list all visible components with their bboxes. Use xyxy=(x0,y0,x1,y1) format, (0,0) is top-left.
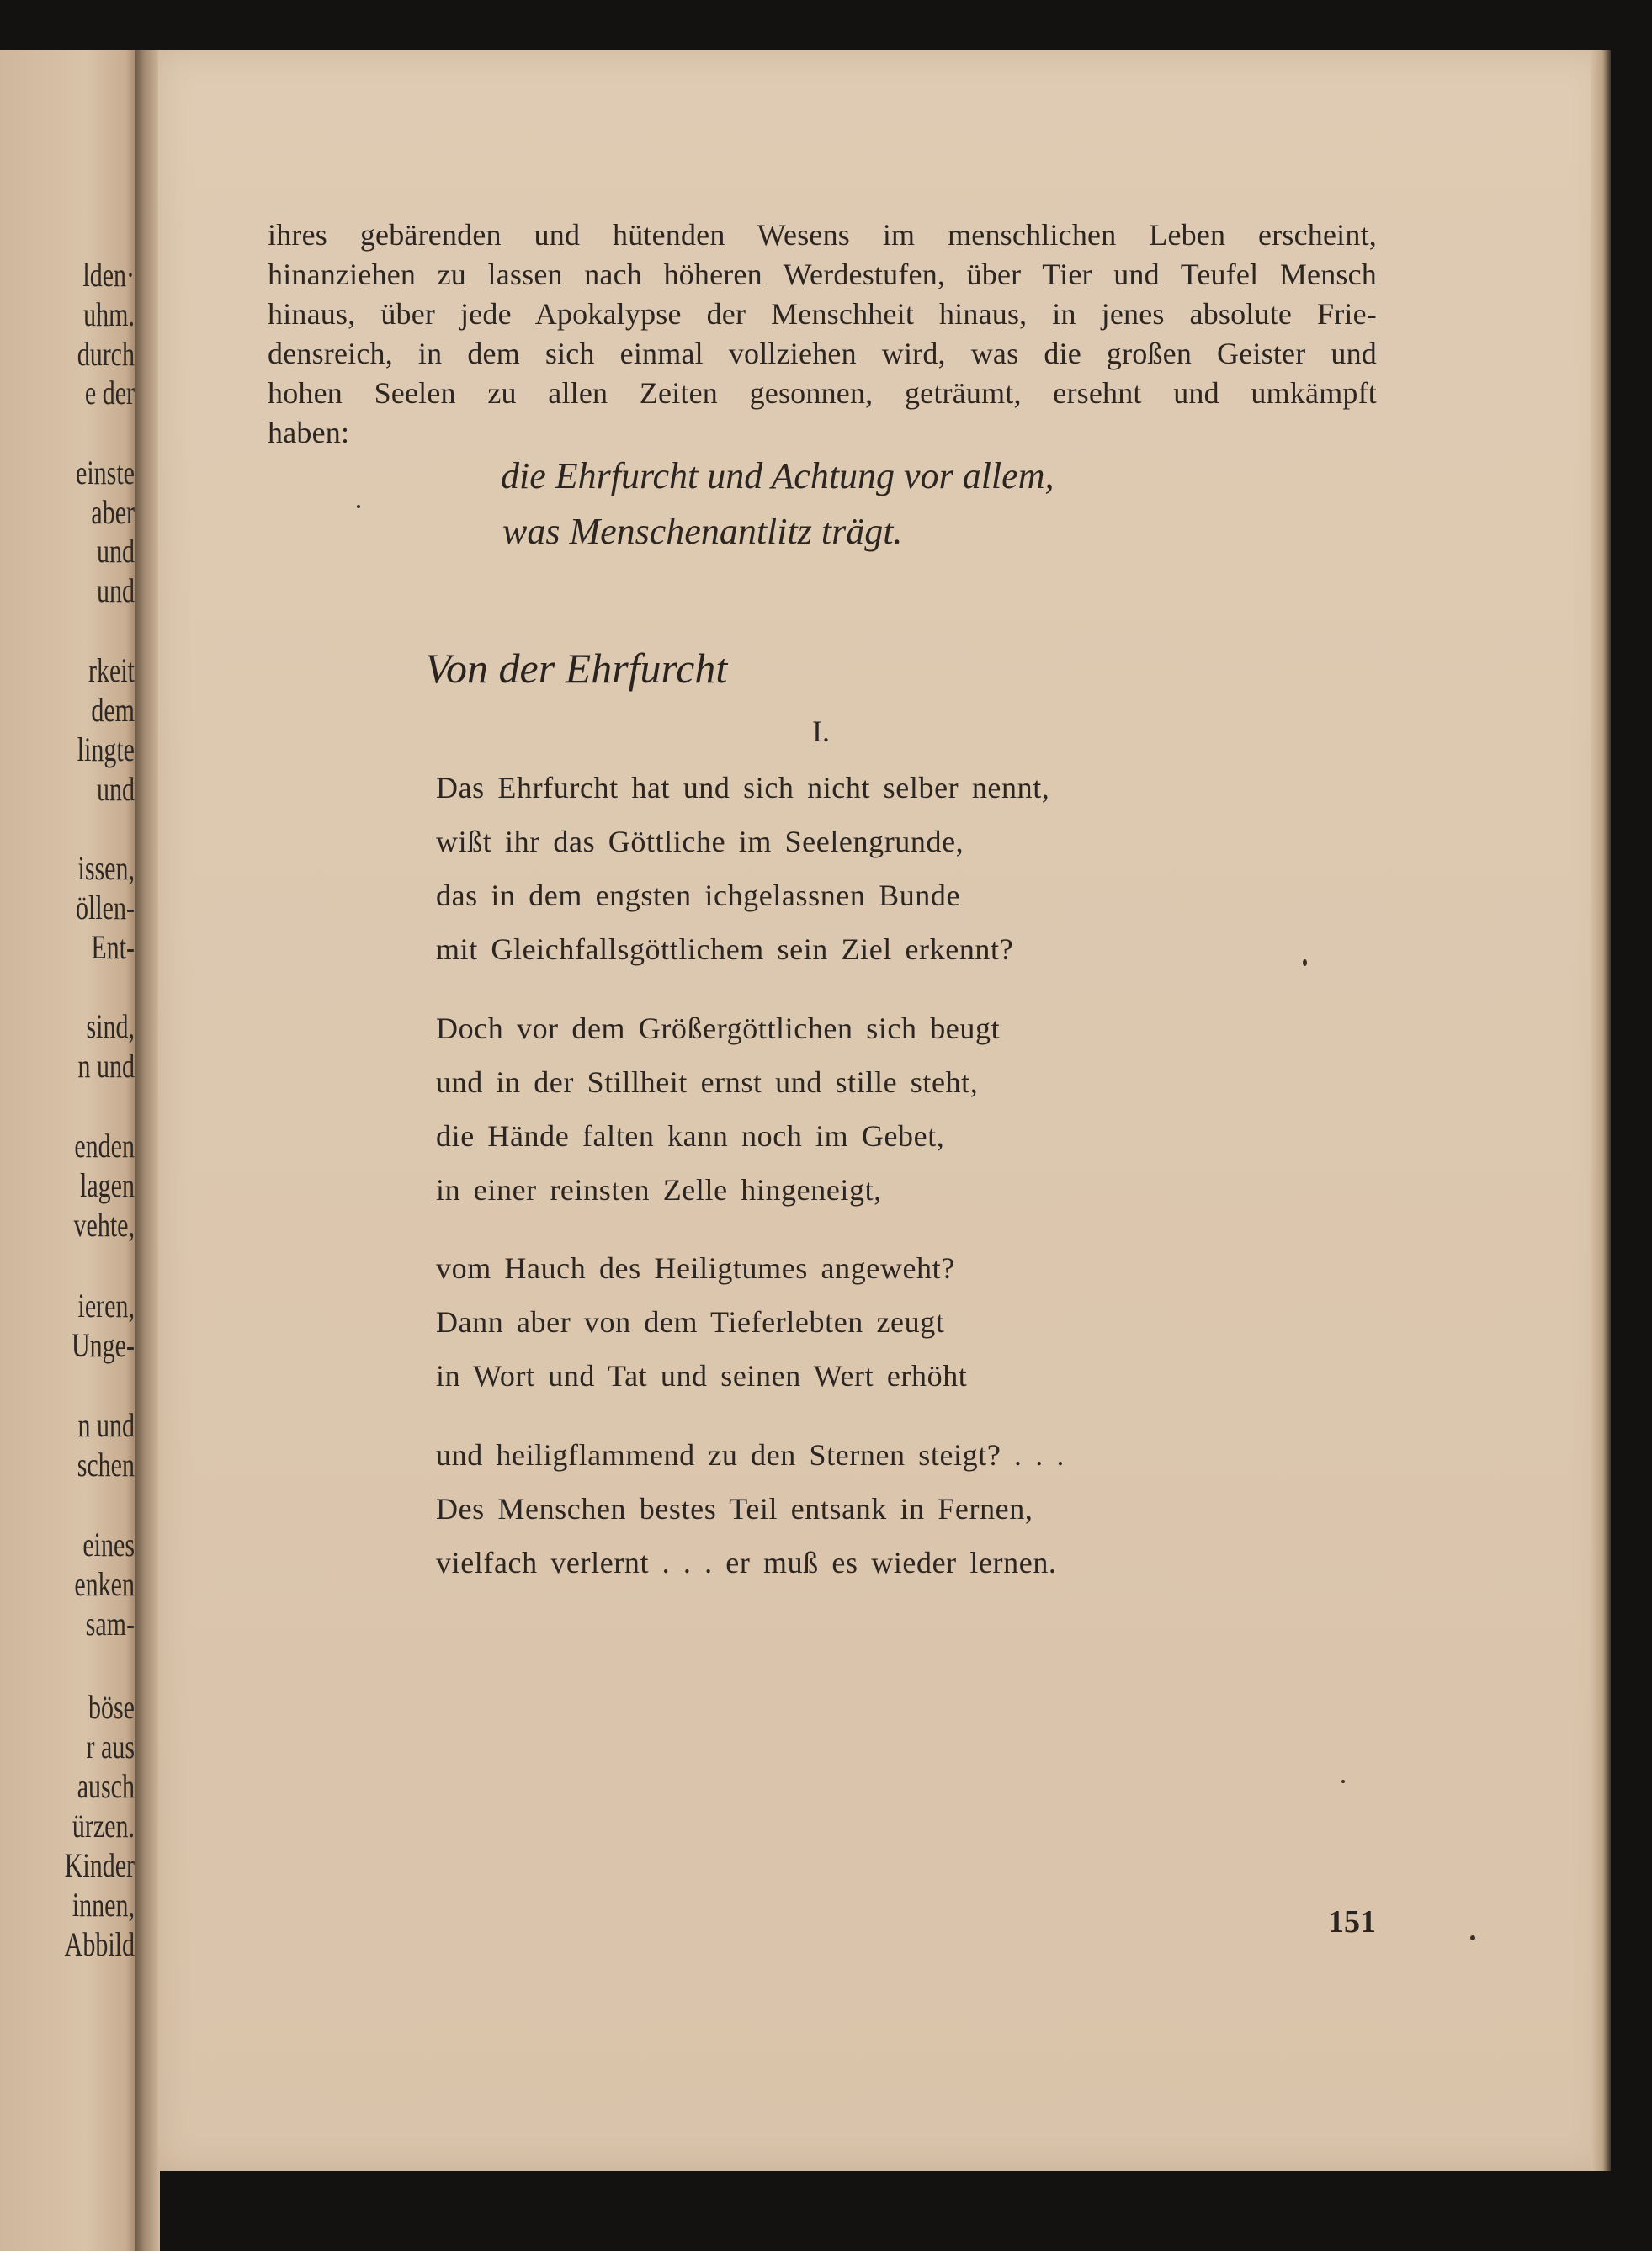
poem-stanza xyxy=(436,761,1049,976)
left-page-fragment: lagen xyxy=(80,1167,135,1205)
book-gutter xyxy=(135,50,160,2251)
poem-line: vom Hauch des Heiligtumes angeweht? xyxy=(436,1251,955,1285)
left-page-fragment: sind, xyxy=(86,1008,135,1046)
paper-speck xyxy=(1341,1780,1345,1783)
prose-line: ihres gebärenden und hütenden Wesens im menschlichen Leben erscheint, xyxy=(268,218,1377,252)
left-page-fragment: sam- xyxy=(85,1606,135,1643)
prose-line: hinaus, über jede Apokalypse der Menschheit hinaus, in jenes absolute Frie- xyxy=(268,297,1377,331)
page-edge xyxy=(1591,50,1611,2171)
poem-line: mit Gleichfallsgöttlichem sein Ziel erkennt? xyxy=(436,932,1014,966)
left-page-fragment: ausch xyxy=(77,1768,135,1806)
poem-line: die Hände falten kann noch im Gebet, xyxy=(436,1119,945,1153)
left-page-fragment: issen, xyxy=(77,850,135,888)
left-page-fragment: ieren, xyxy=(77,1287,135,1325)
left-page-fragment: und xyxy=(97,572,135,610)
left-page-fragment: innen, xyxy=(72,1887,135,1924)
poem-line: Des Menschen bestes Teil entsank in Fernen, xyxy=(436,1492,1033,1526)
poem-line: vielfach verlernt . . . er muß es wieder lernen. xyxy=(436,1546,1057,1579)
poem-line: Dann aber von dem Tieferlebten zeugt xyxy=(436,1305,945,1339)
poem-stanza xyxy=(436,1428,1065,1590)
left-page-fragment: aber xyxy=(91,494,135,532)
poem-line: in einer reinsten Zelle hingeneigt, xyxy=(436,1173,882,1207)
left-page-fragment: böse xyxy=(88,1689,135,1727)
poem-line: wißt ihr das Göttliche im Seelengrunde, xyxy=(436,825,964,858)
left-page-fragment: vehte, xyxy=(73,1207,135,1245)
motto-line: was Menschenantlitz trägt. xyxy=(502,511,903,552)
poem-stanza xyxy=(436,1001,1000,1217)
left-page-fragment: durch xyxy=(77,336,135,374)
left-page-fragment: schen xyxy=(77,1447,135,1484)
poem-section-number: I. xyxy=(812,714,830,748)
left-page-fragment: uhm. xyxy=(83,296,135,334)
left-page-fragment: n und xyxy=(77,1048,135,1086)
left-page-fragment: enken xyxy=(74,1566,135,1604)
poem-line: Doch vor dem Größergöttlichen sich beugt xyxy=(436,1011,1001,1045)
left-page-fragment: n und xyxy=(77,1407,135,1445)
poem-title: Von der Ehrfurcht xyxy=(425,645,728,692)
prose-paragraph xyxy=(268,215,1377,453)
left-page-fragment: einste xyxy=(76,454,135,492)
left-page-fragment: und xyxy=(97,533,135,571)
left-page-fragment: und xyxy=(97,771,135,809)
page-number: 151 xyxy=(1328,1904,1376,1940)
left-page-fragment: ürzen. xyxy=(72,1808,135,1845)
paper-speck xyxy=(1303,959,1307,966)
previous-page xyxy=(0,50,143,2251)
poem-line: und heiligflammend zu den Sternen steigt? . . . xyxy=(436,1438,1065,1472)
left-page-fragment: eines xyxy=(82,1526,135,1564)
poem-line: und in der Stillheit ernst und stille steht, xyxy=(436,1065,979,1099)
left-page-fragment: e der xyxy=(84,374,135,412)
motto-line: die Ehrfurcht und Achtung vor allem, xyxy=(501,455,1054,496)
left-page-fragment: Unge- xyxy=(72,1327,135,1365)
left-page-fragment: enden xyxy=(74,1128,135,1165)
left-page-fragment: öllen- xyxy=(76,889,135,927)
left-page-fragment: dem xyxy=(91,692,135,730)
prose-line: hohen Seelen zu allen Zeiten gesonnen, geträumt, ersehnt und umkämpft xyxy=(268,376,1377,410)
left-page-fragment: r aus xyxy=(86,1728,135,1766)
left-page-fragment: lden· xyxy=(82,257,135,295)
left-page-fragment: Abbild xyxy=(64,1926,135,1964)
poem-stanza xyxy=(436,1241,967,1403)
motto-quote xyxy=(501,449,1054,560)
left-page-fragment: lingte xyxy=(77,731,135,769)
poem-line: Das Ehrfurcht hat und sich nicht selber nennt, xyxy=(436,771,1050,804)
poem-line: das in dem engsten ichgelassnen Bunde xyxy=(436,879,961,912)
left-page-fragment: Ent- xyxy=(91,929,135,967)
prose-line: densreich, in dem sich einmal vollziehen wird, was die großen Geister und xyxy=(268,337,1377,370)
paper-speck xyxy=(1470,1935,1475,1940)
paper-speck xyxy=(357,505,360,508)
prose-line: hinanziehen zu lassen nach höheren Werdestufen, über Tier und Teufel Mensch xyxy=(268,257,1377,291)
prose-line: haben: xyxy=(268,416,350,449)
left-page-fragment: Kinder xyxy=(64,1847,135,1885)
poem-line: in Wort und Tat und seinen Wert erhöht xyxy=(436,1359,968,1393)
left-page-fragment: rkeit xyxy=(88,652,135,690)
